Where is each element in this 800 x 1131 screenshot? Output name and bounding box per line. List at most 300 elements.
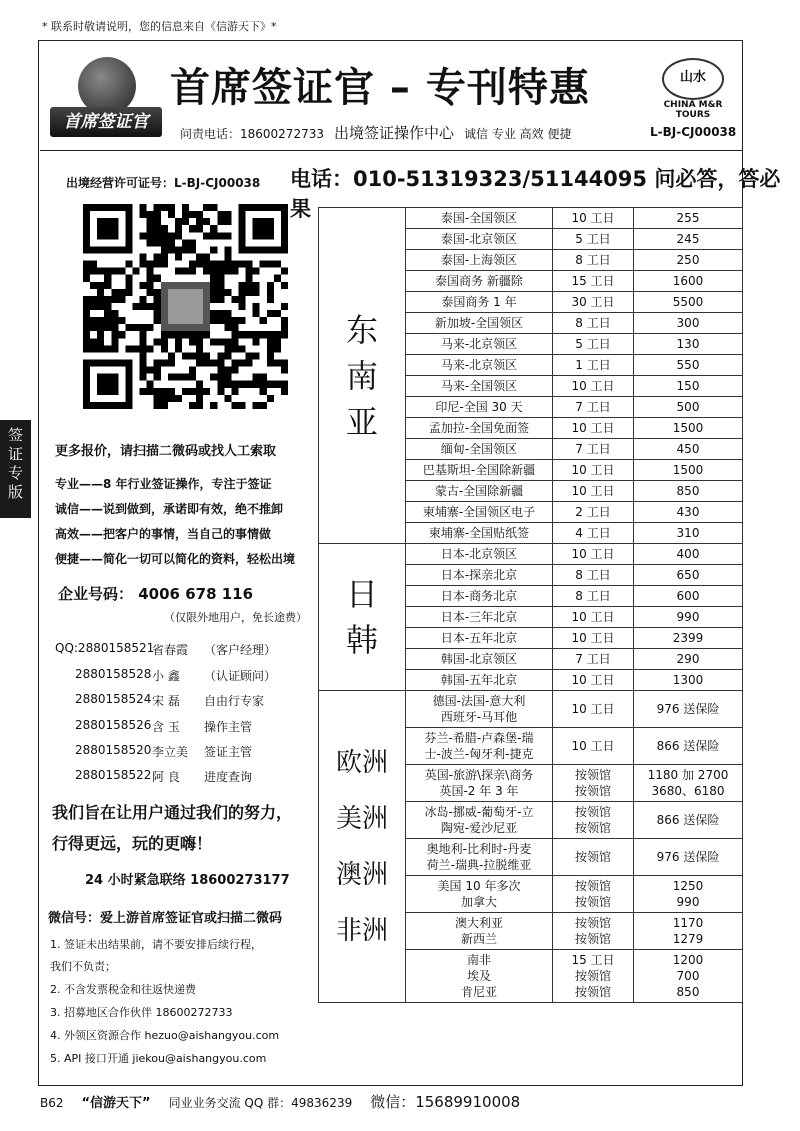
slogan-line: 行得更远，玩的更嗨！ (52, 834, 213, 853)
qr-module (140, 303, 147, 310)
destination-cell: 孟加拉-全国免面签 (406, 418, 553, 439)
duration-cell: 7 工日 (553, 439, 634, 460)
qr-module (161, 345, 168, 352)
qr-module (203, 204, 210, 211)
qr-module (267, 360, 274, 367)
qr-module (210, 225, 217, 232)
qr-module (168, 388, 175, 395)
qr-module (246, 268, 253, 275)
qr-module (175, 374, 182, 381)
qr-module (267, 345, 274, 352)
note-item: 4. 外领区资源合作 hezuo@aishangyou.com (50, 1029, 280, 1042)
note-item: 我们不负责； (50, 960, 116, 973)
qr-module (274, 345, 281, 352)
qr-module (104, 317, 111, 324)
qr-module (246, 331, 253, 338)
duration-cell: 按领馆 按领馆 (553, 802, 634, 839)
note-item: 3. 招募地区合作伙伴 18600272733 (50, 1006, 233, 1019)
qr-module (260, 317, 267, 324)
qr-module (175, 253, 182, 260)
destination-cell: 泰国商务 新疆除 (406, 271, 553, 292)
qr-module (147, 381, 154, 388)
qr-module (161, 395, 168, 402)
qr-module (97, 289, 104, 296)
qr-module (168, 246, 175, 253)
price-cell: 1250 990 (634, 876, 743, 913)
qr-module (154, 232, 161, 239)
qr-module (246, 282, 253, 289)
qr-module (111, 310, 118, 317)
qr-module (154, 367, 161, 374)
qr-module (217, 261, 224, 268)
qr-module (154, 360, 161, 367)
qr-module (203, 253, 210, 260)
qq-number: 2880158524 (75, 692, 152, 706)
qr-module (231, 402, 238, 409)
price-cell: 430 (634, 502, 743, 523)
qr-module (168, 204, 175, 211)
qr-code-icon (83, 204, 288, 409)
qr-module (253, 310, 260, 317)
qr-module (168, 232, 175, 239)
qr-module (111, 338, 118, 345)
qr-module (97, 324, 104, 331)
price-cell: 255 (634, 208, 743, 229)
qr-module (210, 261, 217, 268)
duration-cell: 30 工日 (553, 292, 634, 313)
qr-module (274, 360, 281, 367)
qr-module (196, 388, 203, 395)
region-label: 欧洲 美洲 澳洲 非洲 (319, 691, 406, 1003)
qr-module (83, 317, 90, 324)
qr-module (224, 211, 231, 218)
qr-module (132, 303, 139, 310)
qr-module (217, 289, 224, 296)
qr-module (97, 345, 104, 352)
duration-cell: 10 工日 (553, 376, 634, 397)
qr-module (83, 296, 90, 303)
qr-module (246, 289, 253, 296)
side-tab-char: 证 (7, 445, 23, 463)
feature-bullet: 专业——8 年行业签证操作，专注于签证 (55, 477, 272, 491)
destination-cell: 日本-北京领区 (406, 544, 553, 565)
qr-module (154, 388, 161, 395)
qr-module (189, 402, 196, 409)
qr-module (239, 360, 246, 367)
qr-module (281, 282, 288, 289)
qr-module (140, 360, 147, 367)
qr-module (239, 303, 246, 310)
qr-module (147, 345, 154, 352)
qr-module (175, 246, 182, 253)
qr-module (239, 282, 246, 289)
qr-module (168, 211, 175, 218)
qr-module (196, 395, 203, 402)
qr-module (267, 261, 274, 268)
contact-name: 小 鑫 (152, 669, 180, 683)
price-cell: 600 (634, 586, 743, 607)
qr-module (97, 303, 104, 310)
qr-module (140, 331, 147, 338)
qr-module (231, 388, 238, 395)
contact-role: 自由行专家 (204, 694, 265, 708)
qr-module (210, 204, 217, 211)
qr-module (147, 275, 154, 282)
qq-group: 同业业务交流 QQ 群：49836239 (168, 1096, 353, 1110)
qr-module (231, 331, 238, 338)
qr-module (196, 261, 203, 268)
qr-module (147, 324, 154, 331)
qr-module (224, 324, 231, 331)
note-item: 5. API 接口开通 jiekou@aishangyou.com (50, 1052, 267, 1065)
company-logo (48, 55, 166, 141)
duration-cell: 10 工日 (553, 728, 634, 765)
destination-cell: 德国-法国-意大利 西班牙-马耳他 (406, 691, 553, 728)
qr-module (210, 310, 217, 317)
duration-cell: 10 工日 (553, 691, 634, 728)
qr-module (239, 317, 246, 324)
duration-cell: 按领馆 按领馆 (553, 876, 634, 913)
qr-module (189, 239, 196, 246)
qr-module (203, 360, 210, 367)
qr-module (175, 218, 182, 225)
qr-module (217, 388, 224, 395)
qq-number: 2880158520 (75, 743, 152, 757)
partner-logo (652, 58, 734, 122)
contact-role: 操作主管 (204, 720, 253, 734)
qr-code[interactable] (83, 204, 288, 409)
qr-module (140, 232, 147, 239)
qr-module (140, 367, 147, 374)
qr-module (147, 239, 154, 246)
qr-module (203, 232, 210, 239)
price-cell: 850 (634, 481, 743, 502)
duration-cell: 15 工日 (553, 271, 634, 292)
destination-cell: 蒙古-全国除新疆 (406, 481, 553, 502)
qr-module (217, 282, 224, 289)
qr-module (154, 374, 161, 381)
duration-cell: 5 工日 (553, 334, 634, 355)
duration-cell: 10 工日 (553, 460, 634, 481)
qr-module (203, 218, 210, 225)
duration-cell: 10 工日 (553, 481, 634, 502)
qr-module (140, 324, 147, 331)
qr-module (260, 261, 267, 268)
qr-module (281, 331, 288, 338)
qr-module (267, 282, 274, 289)
qr-module (175, 225, 182, 232)
destination-cell: 澳大利亚 新西兰 (406, 913, 553, 950)
contact-name: 省春霞 (152, 643, 189, 657)
qr-module (210, 275, 217, 282)
section-side-tab (0, 420, 31, 518)
qr-module (118, 268, 125, 275)
qr-module (281, 360, 288, 367)
qr-module (231, 317, 238, 324)
qr-module (224, 253, 231, 260)
qr-module (97, 268, 104, 275)
qr-module (125, 275, 132, 282)
qr-module (224, 395, 231, 402)
side-tab-char: 专 (7, 464, 23, 482)
qr-module (90, 338, 97, 345)
qr-module (267, 289, 274, 296)
qr-module (147, 225, 154, 232)
page-number: B62 (40, 1096, 64, 1110)
qr-module (147, 367, 154, 374)
qr-module (154, 211, 161, 218)
qr-module (246, 352, 253, 359)
qr-module (189, 225, 196, 232)
qr-module (132, 324, 139, 331)
duration-cell: 7 工日 (553, 649, 634, 670)
duration-cell: 10 工日 (553, 628, 634, 649)
qr-module (154, 310, 161, 317)
qr-module (224, 268, 231, 275)
qr-module (161, 388, 168, 395)
qr-module (253, 338, 260, 345)
duration-cell: 2 工日 (553, 502, 634, 523)
duration-cell: 7 工日 (553, 397, 634, 418)
qr-module (97, 331, 104, 338)
contact-role: （客户经理） (204, 643, 277, 657)
qr-module (217, 218, 224, 225)
qr-module (260, 381, 267, 388)
qr-module (118, 296, 125, 303)
price-cell: 245 (634, 229, 743, 250)
qr-module (189, 268, 196, 275)
footer (40, 1091, 520, 1112)
price-cell: 130 (634, 334, 743, 355)
destination-cell: 芬兰-希腊-卢森堡-瑞 士-波兰-匈牙利-捷克 (406, 728, 553, 765)
qr-module (90, 317, 97, 324)
qr-module (161, 204, 168, 211)
qr-module (217, 211, 224, 218)
qr-module (196, 352, 203, 359)
price-cell: 1170 1279 (634, 913, 743, 950)
qr-module (267, 338, 274, 345)
duration-cell: 15 工日 按领馆 按领馆 (553, 950, 634, 1003)
qr-module (281, 324, 288, 331)
qr-module (182, 211, 189, 218)
qr-module (90, 282, 97, 289)
qr-module (281, 303, 288, 310)
contact-role: 进度查询 (204, 770, 253, 784)
qr-module (246, 360, 253, 367)
qr-module (168, 360, 175, 367)
feature-bullet: 诚信——说到做到，承诺即有效，绝不推卸 (55, 502, 284, 516)
qr-module (217, 352, 224, 359)
contact-role: 签证主管 (204, 745, 253, 759)
phone-line: 电话：010-51319323/51144095 问必答，答必果 (290, 167, 781, 221)
qr-module (239, 381, 246, 388)
more-quotes-prompt: 更多报价，请扫描二微码或找人工索取 (55, 444, 277, 459)
qr-module (189, 338, 196, 345)
qr-module (217, 268, 224, 275)
destination-cell: 泰国-北京领区 (406, 229, 553, 250)
qr-module (111, 331, 118, 338)
qr-module (83, 261, 90, 268)
qr-module (154, 239, 161, 246)
qr-module (83, 310, 90, 317)
qr-module (189, 352, 196, 359)
destination-cell: 巴基斯坦-全国除新疆 (406, 460, 553, 481)
qr-module (147, 289, 154, 296)
qr-module (274, 381, 281, 388)
price-cell: 1200 700 850 (634, 950, 743, 1003)
destination-cell: 日本-五年北京 (406, 628, 553, 649)
license-number: 出境经营许可证号：L-BJ-CJ00038 (66, 176, 261, 190)
qr-module (239, 296, 246, 303)
qr-module (90, 296, 97, 303)
qr-module (231, 268, 238, 275)
qr-module (217, 317, 224, 324)
destination-cell: 英国-旅游\探亲\商务 英国-2 年 3 年 (406, 765, 553, 802)
qr-module (182, 246, 189, 253)
qr-module (267, 331, 274, 338)
qr-module (281, 317, 288, 324)
partner-mark-icon: 山水 (662, 58, 724, 100)
qr-module (281, 268, 288, 275)
qr-module (154, 218, 161, 225)
qr-module (210, 296, 217, 303)
partner-name: CHINA M&R TOURS (663, 100, 723, 120)
qr-module (246, 261, 253, 268)
qr-module (203, 352, 210, 359)
price-cell: 150 (634, 376, 743, 397)
qr-module (111, 289, 118, 296)
price-cell: 1500 (634, 418, 743, 439)
qr-module (217, 338, 224, 345)
qr-module (224, 246, 231, 253)
price-cell: 1300 (634, 670, 743, 691)
qr-module (210, 338, 217, 345)
qr-module (224, 261, 231, 268)
qr-module (260, 374, 267, 381)
duration-cell: 8 工日 (553, 586, 634, 607)
qr-module (140, 296, 147, 303)
source-note: * 联系时敬请说明，您的信息来自《信游天下》* (42, 20, 277, 33)
publication-name: “信游天下” (81, 1096, 151, 1111)
qr-module (90, 324, 97, 331)
duration-cell: 10 工日 (553, 607, 634, 628)
qr-module (118, 289, 125, 296)
qr-module (140, 338, 147, 345)
qr-module (239, 331, 246, 338)
qr-module (83, 345, 90, 352)
logo-wordmark: 首席签证官 (50, 107, 162, 137)
destination-cell: 日本-三年北京 (406, 607, 553, 628)
qr-module (267, 395, 274, 402)
duration-cell: 4 工日 (553, 523, 634, 544)
feature-bullet: 便捷——简化一切可以简化的资料，轻松出境 (55, 552, 296, 566)
qr-module (253, 218, 274, 239)
qr-module (210, 289, 217, 296)
qr-module (224, 345, 231, 352)
qr-module (196, 338, 203, 345)
complaint-phone: 问责电话：18600272733 (180, 127, 324, 141)
qr-module (260, 388, 267, 395)
price-cell: 976 送保险 (634, 691, 743, 728)
qr-module (246, 381, 253, 388)
duration-cell: 8 工日 (553, 313, 634, 334)
qr-module (189, 367, 196, 374)
qr-module (239, 261, 246, 268)
destination-cell: 日本-探亲北京 (406, 565, 553, 586)
qr-module (196, 218, 203, 225)
qr-module (196, 381, 203, 388)
qr-module (231, 338, 238, 345)
qr-module (83, 275, 90, 282)
qr-module (104, 275, 111, 282)
qr-module (253, 381, 260, 388)
destination-cell: 美国 10 年多次 加拿大 (406, 876, 553, 913)
destination-cell: 缅甸-全国领区 (406, 439, 553, 460)
region-label: 东 南 亚 (319, 208, 406, 544)
qr-module (182, 352, 189, 359)
qr-module (203, 331, 210, 338)
footer-wechat: 微信：15689910008 (370, 1093, 521, 1111)
qr-module (147, 282, 154, 289)
qr-module (83, 324, 90, 331)
destination-cell: 柬埔寨-全国领区电子 (406, 502, 553, 523)
qr-module (196, 331, 203, 338)
qr-module (210, 232, 217, 239)
qr-module (182, 239, 189, 246)
qr-module (224, 374, 231, 381)
emergency-hotline: 24 小时紧急联络 18600273177 (85, 873, 290, 888)
qr-module (210, 246, 217, 253)
qr-module (196, 345, 203, 352)
qr-module (90, 261, 97, 268)
qr-module (196, 360, 203, 367)
qr-module (140, 204, 147, 211)
feature-bullet: 高效——把客户的事情，当自己的事情做 (55, 527, 272, 541)
qr-module (154, 261, 161, 268)
qr-module (104, 324, 111, 331)
price-cell: 1600 (634, 271, 743, 292)
qr-module (175, 338, 182, 345)
price-cell: 500 (634, 397, 743, 418)
price-cell: 1180 加 2700 3680、6180 (634, 765, 743, 802)
qr-module (154, 204, 161, 211)
price-row (319, 208, 743, 229)
price-cell: 300 (634, 313, 743, 334)
qr-module (154, 289, 161, 296)
qr-module (125, 289, 132, 296)
qr-module (111, 324, 118, 331)
qr-module (260, 402, 267, 409)
qr-module (196, 225, 203, 232)
qr-module (118, 331, 125, 338)
qr-module (104, 282, 111, 289)
qr-module (182, 331, 189, 338)
qr-module (239, 345, 246, 352)
business-number-note: （仅限外地用户，免长途费） (164, 611, 307, 624)
qr-module (231, 345, 238, 352)
qr-module (175, 345, 182, 352)
qr-module (161, 360, 168, 367)
qr-module (168, 239, 175, 246)
qr-module (274, 275, 281, 282)
destination-cell: 泰国-全国领区 (406, 208, 553, 229)
qr-module (140, 374, 147, 381)
qr-module (175, 268, 182, 275)
qr-module (182, 388, 189, 395)
qr-module (104, 310, 111, 317)
duration-cell: 8 工日 (553, 250, 634, 271)
destination-cell: 韩国-北京领区 (406, 649, 553, 670)
